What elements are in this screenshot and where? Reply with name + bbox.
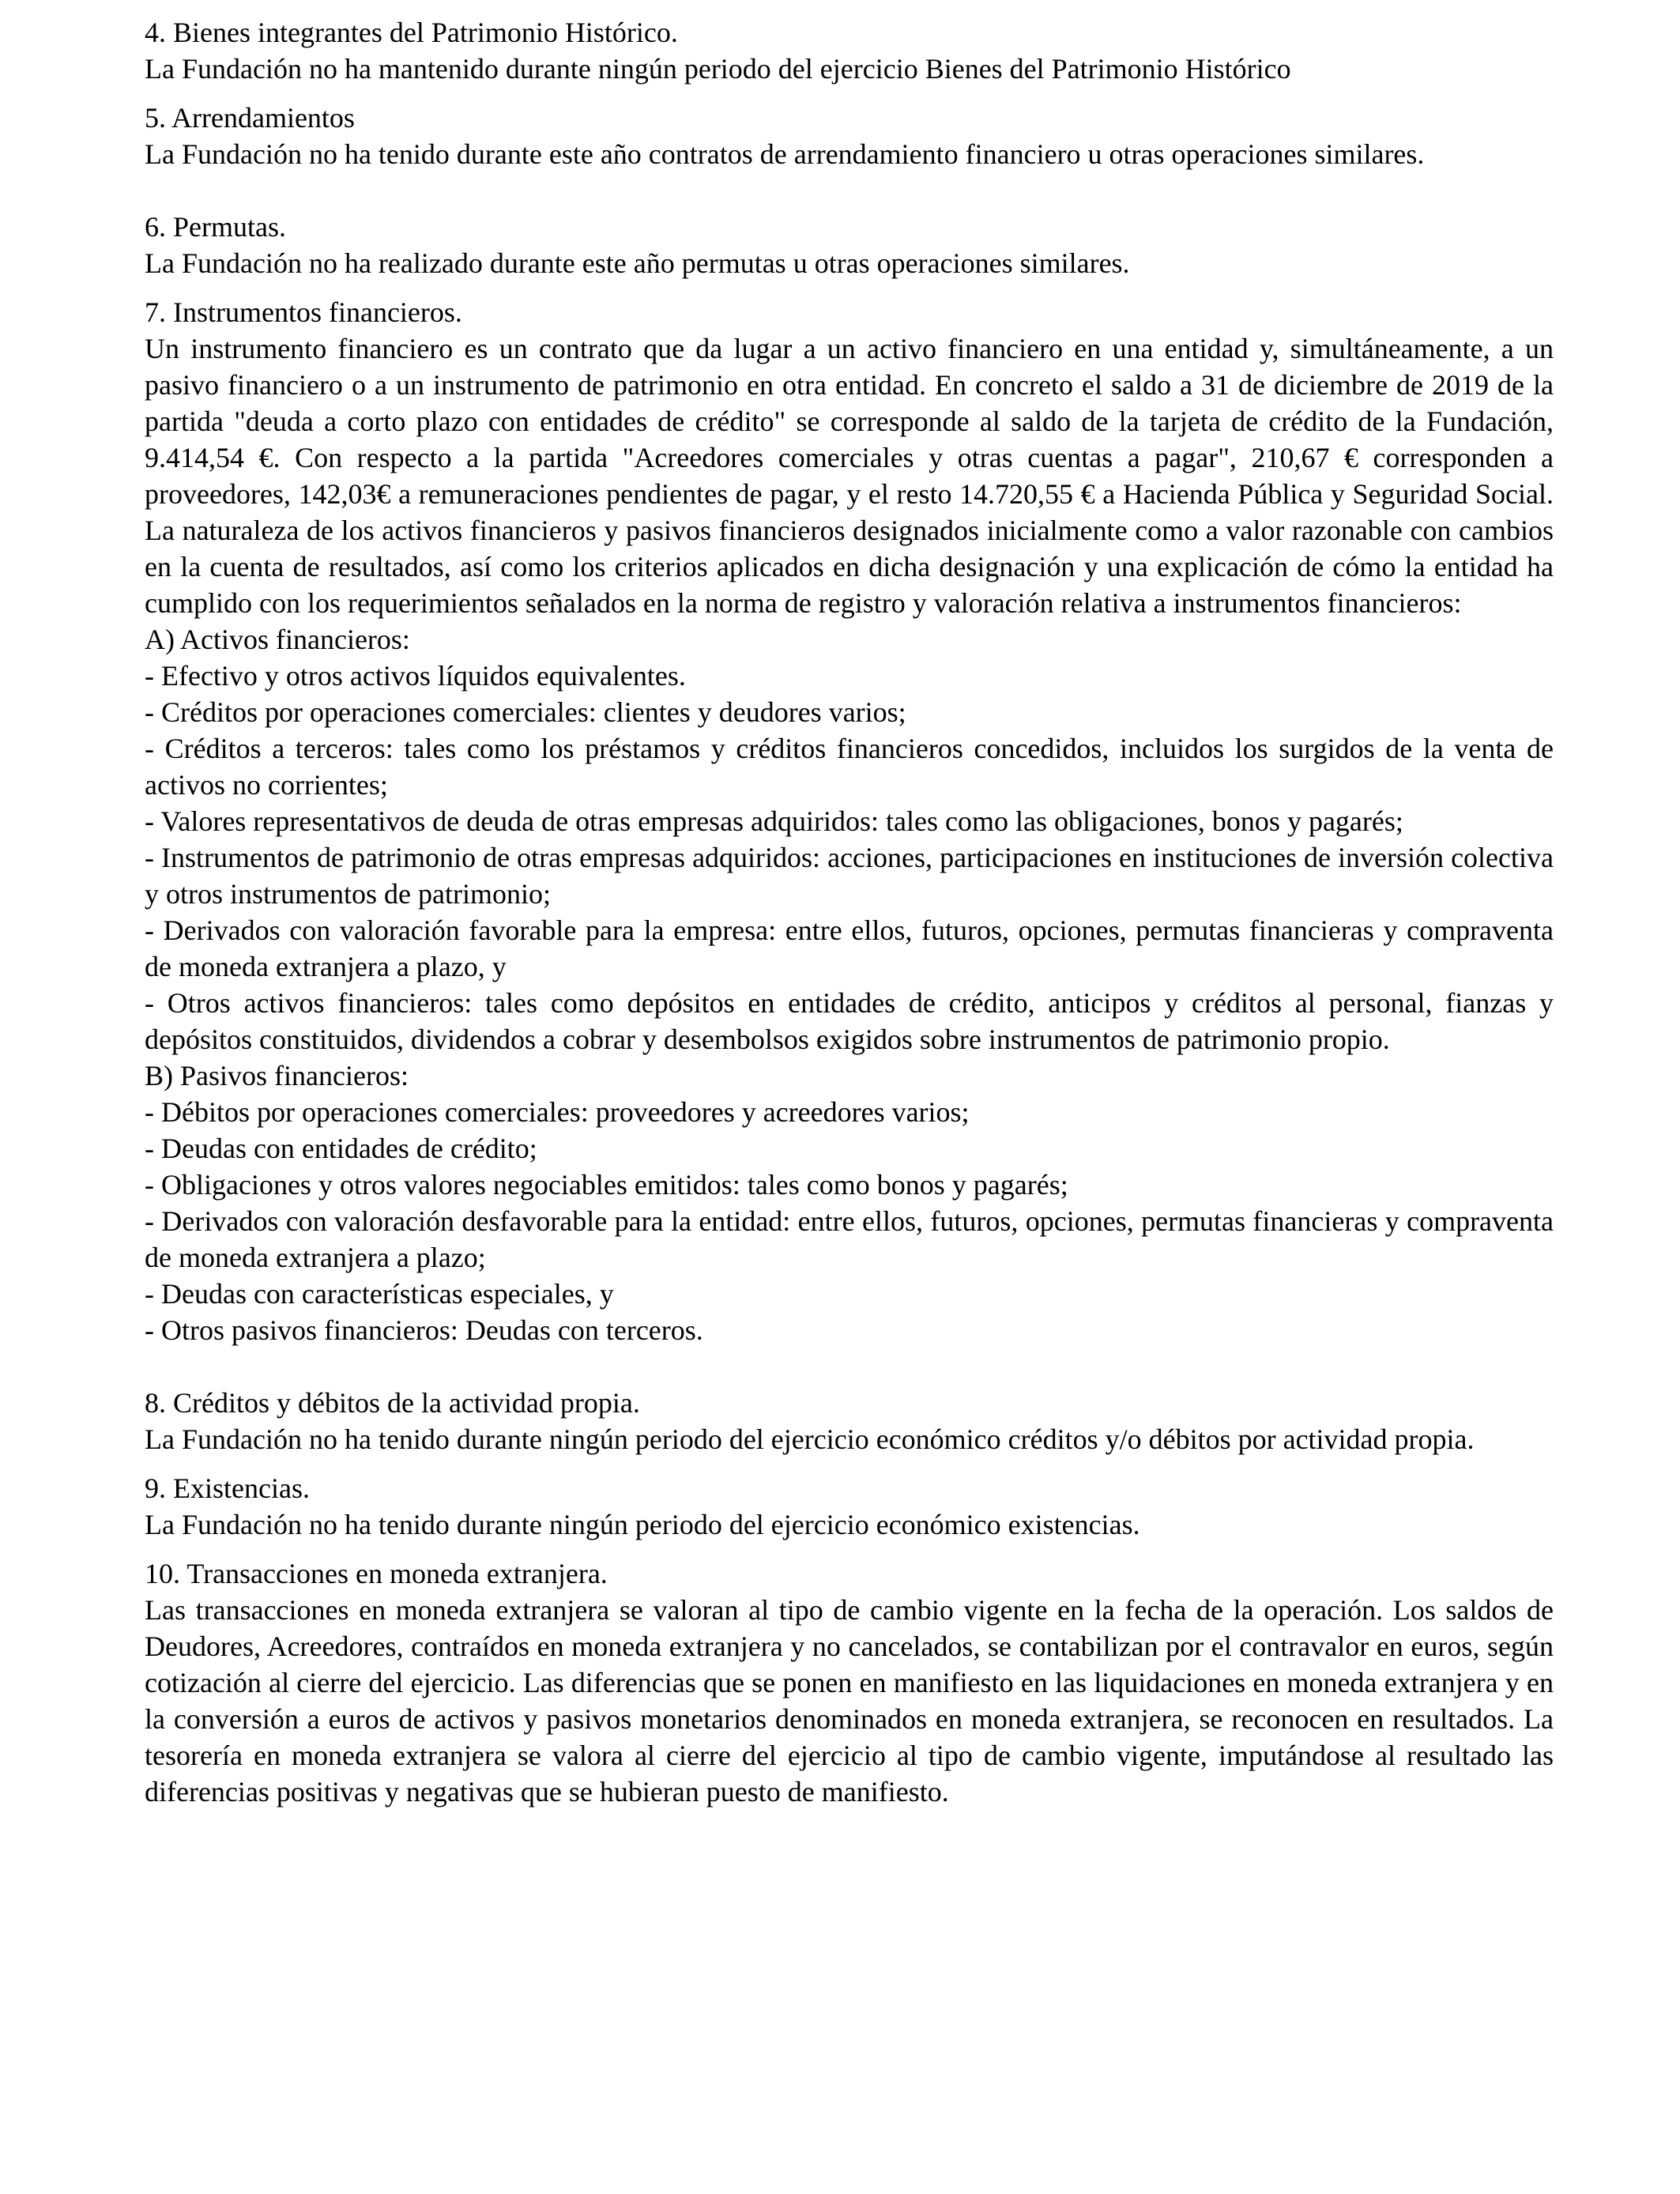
list-item: - Otros activos financieros: tales como depósitos en entidades de crédito, anticipos y créditos al personal, fianzas y depósitos constituidos, dividendos a cobrar y desembolsos exigidos sobre instrumentos de patrimonio propio. <box>145 987 1554 1055</box>
activos-heading: A) Activos financieros: <box>145 624 410 655</box>
section-heading: 9. Existencias. <box>145 1472 310 1504</box>
list-item: - Deudas con entidades de crédito; <box>145 1133 537 1164</box>
section-body: La Fundación no ha mantenido durante ningún periodo del ejercicio Bienes del Patrimonio Histórico <box>145 53 1291 85</box>
list-item: - Derivados con valoración desfavorable para la entidad: entre ellos, futuros, opciones, permutas financieras y compraventa de moneda extranjera a plazo; <box>145 1205 1554 1273</box>
section-7 <box>145 294 1554 1348</box>
list-item: - Débitos por operaciones comerciales: proveedores y acreedores varios; <box>145 1096 970 1128</box>
section-10 <box>145 1555 1554 1810</box>
list-item: - Derivados con valoración favorable para la empresa: entre ellos, futuros, opciones, permutas financieras y compraventa de moneda extranjera a plazo, y <box>145 914 1554 982</box>
section-8 <box>145 1385 1554 1457</box>
list-item: - Instrumentos de patrimonio de otras empresas adquiridos: acciones, participaciones en instituciones de inversión colectiva y otros instrumentos de patrimonio; <box>145 842 1554 910</box>
section-4 <box>145 14 1554 87</box>
section-heading: 6. Permutas. <box>145 211 286 243</box>
section-body: La Fundación no ha realizado durante este año permutas u otras operaciones similares. <box>145 247 1130 279</box>
list-item: - Créditos a terceros: tales como los préstamos y créditos financieros concedidos, incluidos los surgidos de la venta de activos no corrientes; <box>145 733 1554 801</box>
section-heading: 10. Transacciones en moneda extranjera. <box>145 1558 608 1589</box>
pasivos-list <box>145 1094 1554 1348</box>
section-body: La Fundación no ha tenido durante este año contratos de arrendamiento financiero u otras operaciones similares. <box>145 138 1425 170</box>
list-item: - Créditos por operaciones comerciales: clientes y deudores varios; <box>145 696 906 728</box>
section-6 <box>145 209 1554 281</box>
section-body: La Fundación no ha tenido durante ningún periodo del ejercicio económico existencias. <box>145 1509 1140 1540</box>
section-body: Un instrumento financiero es un contrato que da lugar a un activo financiero en una entidad y, simultáneamente, a un pasivo financiero o a un instrumento de patrimonio en otra entidad. En concreto el saldo a 31 de diciembre de 2019 de la partida "deuda a corto plazo con entidades de crédito" se corresponde al saldo de la tarjeta de crédito de la Fundación, 9.414,54 €. Con respecto a la partida "Acreedores comerciales y otras cuentas a pagar", 210,67 € corresponden a proveedores, 142,03€ a remuneraciones pendientes de pagar, y el resto 14.720,55 € a Hacienda Pública y Seguridad Social. La naturaleza de los activos financieros y pasivos financieros designados inicialmente como a valor razonable con cambios en la cuenta de resultados, así como los criterios aplicados en dicha designación y una explicación de cómo la entidad ha cumplido con los requerimientos señalados en la norma de registro y valoración relativa a instrumentos financieros: <box>145 333 1554 619</box>
section-heading: 4. Bienes integrantes del Patrimonio Histórico. <box>145 17 678 48</box>
section-heading: 7. Instrumentos financieros. <box>145 296 462 328</box>
section-heading: 5. Arrendamientos <box>145 102 355 134</box>
section-5 <box>145 100 1554 172</box>
activos-list <box>145 658 1554 1057</box>
section-9 <box>145 1470 1554 1543</box>
list-item: - Obligaciones y otros valores negociables emitidos: tales como bonos y pagarés; <box>145 1169 1068 1201</box>
list-item: - Efectivo y otros activos líquidos equivalentes. <box>145 660 686 692</box>
list-item: - Valores representativos de deuda de otras empresas adquiridos: tales como las obligaciones, bonos y pagarés; <box>145 805 1403 837</box>
section-body: La Fundación no ha tenido durante ningún periodo del ejercicio económico créditos y/o débitos por actividad propia. <box>145 1423 1475 1455</box>
section-heading: 8. Créditos y débitos de la actividad propia. <box>145 1387 640 1419</box>
list-item: - Deudas con características especiales, y <box>145 1278 614 1310</box>
section-body: Las transacciones en moneda extranjera se valoran al tipo de cambio vigente en la fecha de la operación. Los saldos de Deudores, Acreedores, contraídos en moneda extranjera y no cancelados, se contabilizan por el contravalor en euros, según cotización al cierre del ejercicio. Las diferencias que se ponen en manifiesto en las liquidaciones en moneda extranjera y en la conversión a euros de activos y pasivos monetarios denominados en moneda extranjera, se reconocen en resultados. La tesorería en moneda extranjera se valora al cierre del ejercicio al tipo de cambio vigente, imputándose al resultado las diferencias positivas y negativas que se hubieran puesto de manifiesto. <box>145 1594 1554 1808</box>
pasivos-heading: B) Pasivos financieros: <box>145 1060 409 1091</box>
list-item: - Otros pasivos financieros: Deudas con terceros. <box>145 1314 703 1346</box>
